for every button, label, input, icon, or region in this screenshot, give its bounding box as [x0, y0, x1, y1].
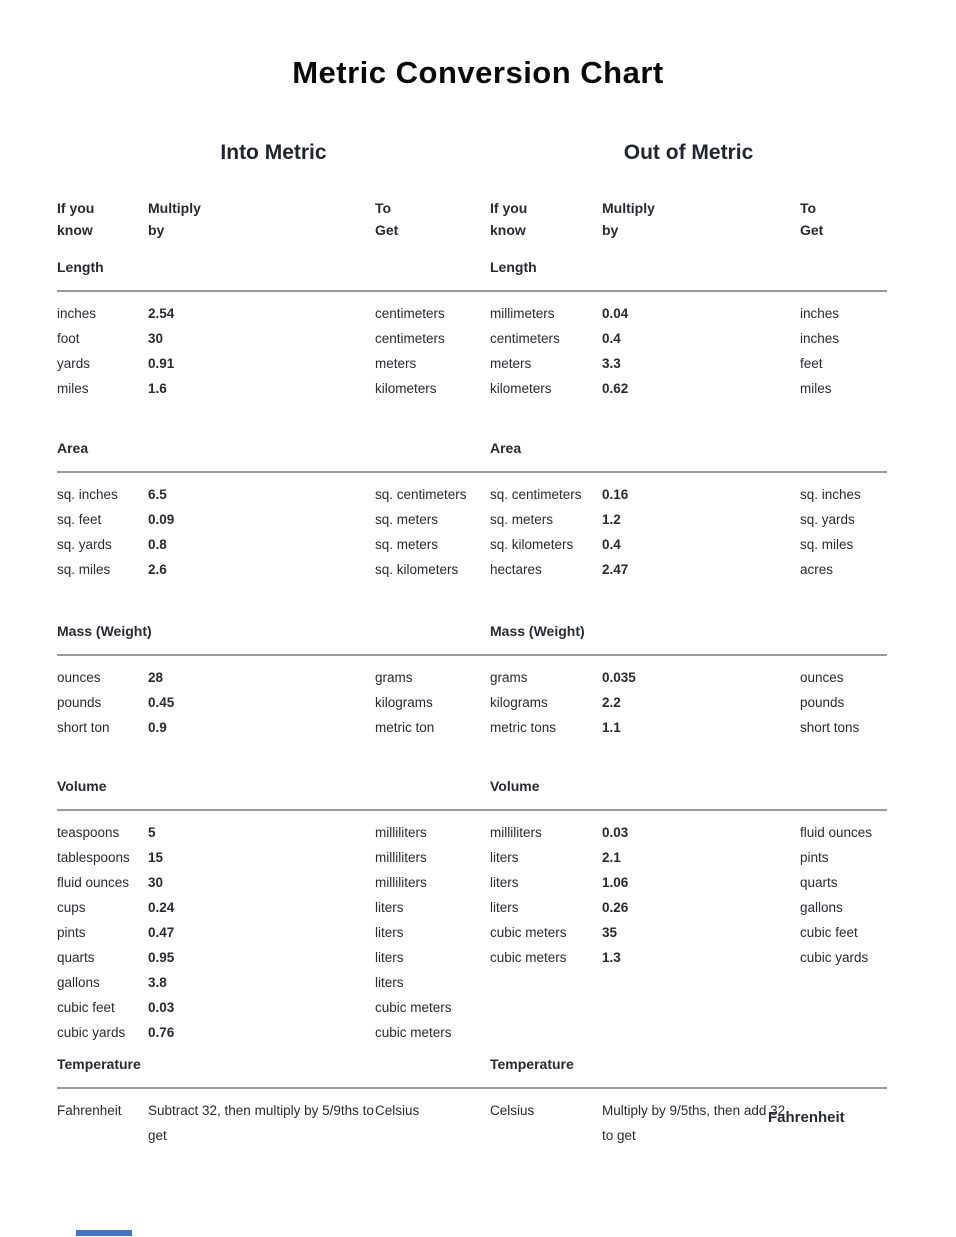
- section-area: [57, 440, 490, 582]
- section-rows: [57, 482, 490, 582]
- table-row: [57, 1020, 490, 1045]
- table-row: [490, 895, 887, 920]
- table-row: [57, 557, 490, 582]
- table-row: [57, 665, 490, 690]
- cell-if-you-know: inches: [57, 306, 97, 321]
- table-row: [57, 532, 490, 557]
- cell-to-get: cubic meters: [375, 1025, 452, 1040]
- cell-to-get: liters: [375, 925, 404, 940]
- column-header: [148, 197, 375, 241]
- column-header-line: If you: [57, 200, 95, 216]
- cell-multiply-by: 30: [148, 875, 164, 890]
- section-rows: [490, 820, 887, 970]
- cell-multiply-by: 0.03: [602, 825, 629, 840]
- column-header-line: know: [490, 222, 526, 238]
- cell-if-you-know: Fahrenheit: [57, 1103, 122, 1118]
- section-length: [490, 259, 887, 401]
- column-header-line: To: [375, 200, 392, 216]
- cell-to-get: cubic meters: [375, 1000, 452, 1015]
- cell-if-you-know: liters: [490, 875, 519, 890]
- column-header: [375, 197, 490, 241]
- cell-to-get: sq. meters: [375, 512, 439, 527]
- table-row: [490, 920, 887, 945]
- cell-multiply-by: 2.1: [602, 850, 621, 865]
- cell-multiply-by: 1.06: [602, 875, 629, 890]
- column-header: [490, 197, 602, 241]
- cell-to-get: liters: [375, 900, 404, 915]
- section-divider: [57, 1087, 490, 1089]
- cell-if-you-know: foot: [57, 331, 80, 346]
- cell-if-you-know: teaspoons: [57, 825, 120, 840]
- table-row: [490, 507, 887, 532]
- table-row: [57, 690, 490, 715]
- cell-multiply-by: 0.09: [148, 512, 175, 527]
- cell-if-you-know: cubic yards: [57, 1025, 126, 1040]
- cell-to-get: sq. centimeters: [375, 487, 467, 502]
- section-rows: [490, 665, 887, 740]
- column-header-line: Get: [800, 222, 824, 238]
- column-header: [800, 197, 887, 241]
- table-row: [57, 895, 490, 920]
- table-row: [57, 301, 490, 326]
- cell-if-you-know: sq. inches: [57, 487, 118, 502]
- cell-if-you-know: short ton: [57, 720, 110, 735]
- section-divider: [490, 471, 887, 473]
- section-temperature: [490, 1056, 887, 1148]
- cell-to-get: sq. kilometers: [375, 562, 459, 577]
- cell-multiply-by: 0.04: [602, 306, 629, 321]
- section-area: [490, 440, 887, 582]
- section-mass-weight: [490, 623, 887, 740]
- cell-to-get: pints: [800, 850, 829, 865]
- cell-multiply-by: 0.62: [602, 381, 629, 396]
- column-headers: [57, 197, 490, 241]
- cell-multiply-by: Multiply by 9/5ths, then add 32 to get: [602, 1103, 786, 1143]
- cell-multiply-by: 35: [602, 925, 618, 940]
- cell-to-get: cubic yards: [800, 950, 869, 965]
- cell-if-you-know: gallons: [57, 975, 100, 990]
- section-rows: [57, 1098, 490, 1148]
- section-length: [57, 259, 490, 401]
- section-divider: [490, 809, 887, 811]
- cell-if-you-know: quarts: [57, 950, 95, 965]
- table-row: [490, 301, 887, 326]
- cell-multiply-by: 6.5: [148, 487, 167, 502]
- cell-if-you-know: millimeters: [490, 306, 555, 321]
- cell-if-you-know: sq. kilometers: [490, 537, 574, 552]
- cell-to-get: liters: [375, 975, 404, 990]
- cell-multiply-by: 0.035: [602, 670, 636, 685]
- section-rows: [490, 482, 887, 582]
- page-title: Metric Conversion Chart: [292, 55, 664, 90]
- cell-multiply-by: 0.03: [148, 1000, 175, 1015]
- cell-multiply-by: 3.8: [148, 975, 167, 990]
- cell-multiply-by: 0.4: [602, 331, 621, 346]
- cell-to-get: acres: [800, 562, 834, 577]
- table-row: [57, 845, 490, 870]
- cell-to-get: centimeters: [375, 331, 445, 346]
- column-header: [57, 197, 148, 241]
- table-row: [490, 820, 887, 845]
- cell-if-you-know: sq. meters: [490, 512, 554, 527]
- section-rows: [490, 1098, 887, 1148]
- section-divider: [57, 809, 490, 811]
- cell-to-get: metric ton: [375, 720, 435, 735]
- cell-multiply-by: 0.24: [148, 900, 175, 915]
- cell-if-you-know: kilometers: [490, 381, 552, 396]
- section-title: Area: [57, 440, 89, 456]
- table-row: [490, 665, 887, 690]
- table-row: [57, 482, 490, 507]
- cell-multiply-by: 0.4: [602, 537, 621, 552]
- cell-if-you-know: hectares: [490, 562, 542, 577]
- section-volume: [57, 778, 490, 1045]
- section-title: Mass (Weight): [490, 623, 585, 639]
- cell-if-you-know: sq. miles: [57, 562, 111, 577]
- table-row: [490, 1098, 887, 1148]
- section-title: Temperature: [57, 1056, 141, 1072]
- section-mass-weight: [57, 623, 490, 740]
- table-row: [490, 715, 887, 740]
- cell-multiply-by: 1.1: [602, 720, 621, 735]
- section-divider: [57, 290, 490, 292]
- cell-if-you-know: sq. centimeters: [490, 487, 582, 502]
- cell-to-get: inches: [800, 331, 840, 346]
- section-rows: [57, 820, 490, 1045]
- cell-to-get: milliliters: [375, 825, 427, 840]
- table-row: [490, 845, 887, 870]
- table-row: [57, 376, 490, 401]
- cell-multiply-by: 0.91: [148, 356, 175, 371]
- column-header-line: To: [800, 200, 817, 216]
- table-row: [57, 1098, 490, 1148]
- cell-multiply-by: 0.76: [148, 1025, 175, 1040]
- into-metric-table: [57, 197, 490, 1143]
- cell-if-you-know: milliliters: [490, 825, 542, 840]
- cell-if-you-know: cups: [57, 900, 86, 915]
- cell-if-you-know: liters: [490, 850, 519, 865]
- section-volume: [490, 778, 887, 970]
- cell-multiply-by: 0.16: [602, 487, 629, 502]
- cell-to-get: grams: [375, 670, 413, 685]
- cell-if-you-know: ounces: [57, 670, 101, 685]
- section-title: Mass (Weight): [57, 623, 152, 639]
- cell-if-you-know: Celsius: [490, 1103, 535, 1118]
- cell-to-get: kilograms: [375, 695, 433, 710]
- table-row: [490, 945, 887, 970]
- cell-if-you-know: centimeters: [490, 331, 560, 346]
- cell-to-get: short tons: [800, 720, 860, 735]
- cell-to-get: milliliters: [375, 850, 427, 865]
- cell-to-get: sq. inches: [800, 487, 861, 502]
- cell-if-you-know: meters: [490, 356, 532, 371]
- cell-to-get: feet: [800, 356, 823, 371]
- cell-multiply-by: 30: [148, 331, 164, 346]
- cell-to-get: milliliters: [375, 875, 427, 890]
- cell-if-you-know: cubic meters: [490, 925, 567, 940]
- cell-if-you-know: liters: [490, 900, 519, 915]
- section-divider: [490, 654, 887, 656]
- section-divider: [57, 471, 490, 473]
- section-rows: [57, 665, 490, 740]
- bottom-blue-bar: [76, 1230, 132, 1236]
- cell-multiply-by: 15: [148, 850, 164, 865]
- table-row: [57, 351, 490, 376]
- cell-to-get: pounds: [800, 695, 845, 710]
- section-title: Volume: [57, 778, 107, 794]
- section-title: Volume: [490, 778, 540, 794]
- table-row: [490, 690, 887, 715]
- section-temperature: [57, 1056, 490, 1148]
- out-of-metric-heading: Out of Metric: [623, 141, 754, 164]
- table-row: [490, 326, 887, 351]
- table-row: [57, 326, 490, 351]
- section-rows: [57, 301, 490, 401]
- cell-to-get: quarts: [800, 875, 838, 890]
- cell-to-get: sq. yards: [800, 512, 855, 527]
- column-header-line: know: [57, 222, 93, 238]
- column-header-line: Multiply: [148, 200, 201, 216]
- cell-to-get: sq. meters: [375, 537, 439, 552]
- column-header-line: If you: [490, 200, 528, 216]
- cell-multiply-by: 2.47: [602, 562, 629, 577]
- cell-to-get: inches: [800, 306, 840, 321]
- table-row: [490, 351, 887, 376]
- cell-multiply-by: 1.2: [602, 512, 621, 527]
- cell-if-you-know: grams: [490, 670, 528, 685]
- section-title: Area: [490, 440, 522, 456]
- cell-multiply-by: 0.9: [148, 720, 167, 735]
- table-row: [57, 715, 490, 740]
- cell-to-get: gallons: [800, 900, 843, 915]
- cell-if-you-know: sq. yards: [57, 537, 112, 552]
- cell-multiply-by: 2.6: [148, 562, 167, 577]
- table-row: [57, 995, 490, 1020]
- cell-multiply-by: 28: [148, 670, 164, 685]
- table-row: [57, 970, 490, 995]
- out-of-metric-table: [490, 197, 887, 1143]
- cell-multiply-by: 5: [148, 825, 156, 840]
- cell-to-get: Fahrenheit: [768, 1109, 845, 1126]
- cell-if-you-know: fluid ounces: [57, 875, 130, 890]
- cell-multiply-by: 2.2: [602, 695, 621, 710]
- cell-if-you-know: cubic meters: [490, 950, 567, 965]
- section-title: Length: [57, 259, 104, 275]
- table-row: [490, 870, 887, 895]
- cell-multiply-by: 3.3: [602, 356, 621, 371]
- table-row: [490, 376, 887, 401]
- section-title: Length: [490, 259, 537, 275]
- cell-if-you-know: pounds: [57, 695, 102, 710]
- section-divider: [57, 654, 490, 656]
- section-rows: [490, 301, 887, 401]
- table-row: [57, 507, 490, 532]
- cell-to-get: centimeters: [375, 306, 445, 321]
- column-header: [602, 197, 800, 241]
- cell-multiply-by: 1.3: [602, 950, 621, 965]
- section-title: Temperature: [490, 1056, 574, 1072]
- cell-if-you-know: yards: [57, 356, 91, 371]
- cell-to-get: ounces: [800, 670, 844, 685]
- cell-multiply-by: Subtract 32, then multiply by 5/9ths to get: [148, 1103, 374, 1143]
- into-metric-heading: Into Metric: [220, 141, 327, 164]
- cell-multiply-by: 1.6: [148, 381, 167, 396]
- column-header-line: by: [148, 222, 165, 238]
- cell-multiply-by: 2.54: [148, 306, 175, 321]
- table-row: [57, 920, 490, 945]
- table-row: [490, 532, 887, 557]
- cell-to-get: kilometers: [375, 381, 437, 396]
- table-row: [490, 482, 887, 507]
- cell-multiply-by: 0.45: [148, 695, 175, 710]
- cell-multiply-by: 0.26: [602, 900, 629, 915]
- cell-multiply-by: 0.47: [148, 925, 175, 940]
- cell-to-get: Celsius: [375, 1103, 420, 1118]
- cell-multiply-by: 0.8: [148, 537, 167, 552]
- column-headers: [490, 197, 887, 241]
- column-header-line: Multiply: [602, 200, 655, 216]
- section-divider: [490, 1087, 887, 1089]
- cell-if-you-know: pints: [57, 925, 86, 940]
- cell-to-get: sq. miles: [800, 537, 854, 552]
- table-row: [57, 870, 490, 895]
- cell-to-get: meters: [375, 356, 417, 371]
- cell-to-get: miles: [800, 381, 832, 396]
- cell-if-you-know: sq. feet: [57, 512, 102, 527]
- table-row: [57, 945, 490, 970]
- section-divider: [490, 290, 887, 292]
- column-header-line: by: [602, 222, 619, 238]
- cell-if-you-know: tablespoons: [57, 850, 130, 865]
- cell-to-get: fluid ounces: [800, 825, 873, 840]
- cell-to-get: cubic feet: [800, 925, 858, 940]
- cell-if-you-know: metric tons: [490, 720, 557, 735]
- cell-if-you-know: cubic feet: [57, 1000, 115, 1015]
- cell-to-get: liters: [375, 950, 404, 965]
- column-header-line: Get: [375, 222, 399, 238]
- table-row: [57, 820, 490, 845]
- table-row: [490, 557, 887, 582]
- cell-if-you-know: miles: [57, 381, 89, 396]
- cell-multiply-by: 0.95: [148, 950, 175, 965]
- cell-if-you-know: kilograms: [490, 695, 548, 710]
